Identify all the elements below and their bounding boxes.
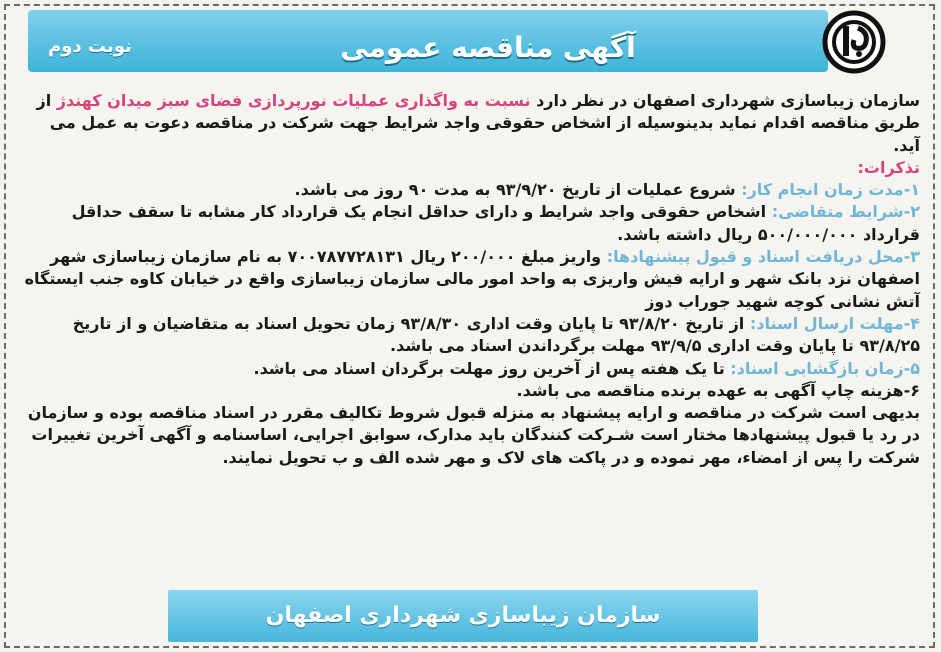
notice-header [28,10,828,72]
item-1-label: ۱-مدت زمان انجام کار: [741,180,920,200]
notice-title: آگهی مناقصه عمومی [340,31,636,64]
item-5 [20,358,920,380]
item-3-label: ۳-محل دریافت اسناد و قبول پیشنهادها: [606,247,920,267]
footer-organization: سازمان زیباسازی شهرداری اصفهان [265,603,661,628]
item-4-label: ۴-مهلت ارسال اسناد: [749,313,920,333]
item-5-label: ۵-زمان بازگشایی اسناد: [730,358,920,378]
item-4 [20,313,920,358]
intro-paragraph [20,90,920,157]
notice-body [20,90,920,469]
item-6 [20,380,920,402]
round-label: نوبت دوم [48,36,132,57]
item-3-text: واریز مبلغ ۲۰۰/۰۰۰ ریال ۷۰۰۷۸۷۷۲۸۱۳۱ به نام سازمان زیباسازی شهر اصفهان نزد بانک شهر و ارایه فیش واریزی به واحد امور مالی سازمان زیباسازی واقع در خیابان کاوه جنب ایستگاه آتش نشانی کوچه شهید جوراب دوز [24,247,920,311]
closing-paragraph: بدیهی است شرکت در مناقصه و ارایه پیشنهاد به منزله قبول شروط تکالیف مقرر در اسناد مناقصه بوده و سازمان در رد یا قبول پیشنهادها مختار است شـرکت کنندگان باید مدارک، سوابق اجرایی، اساسنامه و آگهی آخرین تغییرات شرکت را پس از امضاء، مهر نموده و در پاکت های لاک و مهر شده الف و ب تحویل نمایند. [27,403,920,467]
item-4-text: از تاریخ ۹۳/۸/۲۰ تا پایان وقت اداری ۹۳/۸/۳۰ زمان تحویل اسناد به متقاضیان و از تاریخ ۹۳/۸/۲۵ تا پایان وقت اداری ۹۳/۹/۵ مهلت برگرداندن اسناد می باشد. [72,313,920,356]
item-1 [20,179,920,201]
item-2 [20,201,920,246]
item-3 [20,246,920,313]
isfahan-municipality-logo-icon [822,10,886,74]
notes-heading: تذکرات: [857,157,920,177]
footer-banner [168,590,758,642]
intro-highlight: نسبت به واگذاری عملیات نورپردازی فضای سبز میدان کهندژ [56,91,531,110]
item-5-text: تا یک هفته پس از آخرین روز مهلت برگردان اسناد می باشد. [253,358,731,378]
item-1-text: شروع عملیات از تاریخ ۹۳/۹/۲۰ به مدت ۹۰ روز می باشد. [294,180,742,200]
item-6-text: ۶-هزینه چاپ آگهی به عهده برنده مناقصه می باشد. [516,380,920,400]
intro-tail: از طریق مناقصه اقدام نماید بدینوسیله از اشخاص حقوقی واجد شرایط جهت شرکت در مناقصه دعوت به عمل می آید. [36,91,920,155]
item-2-text: اشخاص حقوقی واجد شرایط و دارای حداقل انجام یک قرارداد کار مشابه تا سقف حداقل قرارداد ۵۰۰/۰۰۰/۰۰۰ ریال داشته باشد. [71,202,920,244]
item-2-label: ۲-شرایط متقاضی: [771,202,920,222]
intro-lead: سازمان زیباسازی شهرداری اصفهان در نظر دارد [530,91,920,110]
